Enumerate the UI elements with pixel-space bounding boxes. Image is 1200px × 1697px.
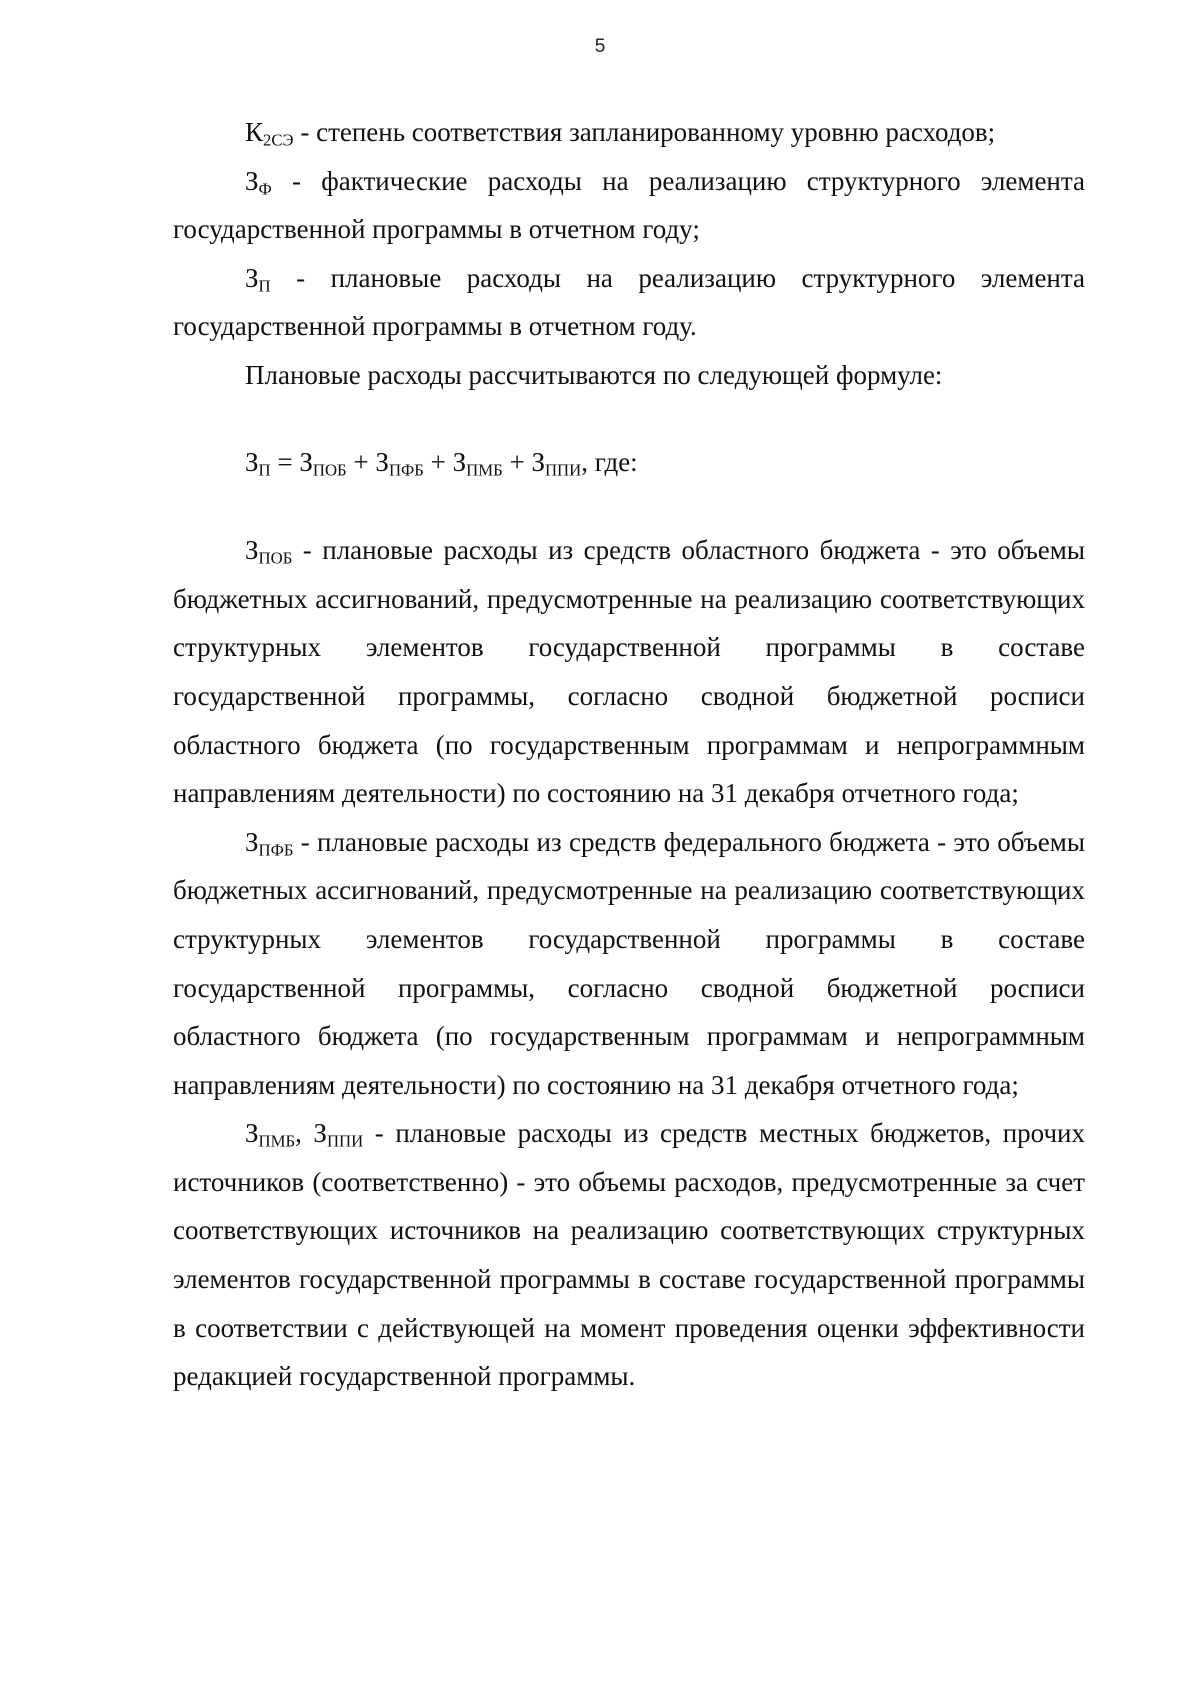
formula-term-4: З <box>531 446 545 477</box>
definition-zp <box>173 254 1085 351</box>
formula-plus: + <box>346 446 376 477</box>
page-number: 5 <box>594 36 606 57</box>
formula-equals: = <box>270 446 300 477</box>
symbol-subscript: ПФБ <box>258 840 294 860</box>
symbol-separator: , <box>295 1118 314 1149</box>
formula-tail: , где: <box>581 446 638 477</box>
symbol-subscript: ППИ <box>326 1131 364 1151</box>
formula-term-2: З <box>375 446 389 477</box>
symbol-subscript: 2СЭ <box>263 130 294 150</box>
definition-k2se <box>173 108 1085 157</box>
formula-term-2-subscript: ПФБ <box>388 460 424 480</box>
formula-intro: Плановые расходы рассчитываются по следующей формуле: <box>245 359 943 390</box>
formula-plus: + <box>502 446 532 477</box>
definition-text: - плановые расходы на реализацию структурного элемента государственной программы в отчетном году. <box>173 262 1085 342</box>
symbol-subscript: ПМБ <box>258 1131 296 1151</box>
formula-term-1: З <box>299 446 313 477</box>
definition-zf <box>173 157 1085 254</box>
symbol: К <box>245 117 264 147</box>
symbol-subscript: Ф <box>258 179 272 199</box>
formula-plus: + <box>423 446 453 477</box>
formula-term-3: З <box>452 446 467 477</box>
symbol-subscript: П <box>258 276 271 296</box>
definition-zpob <box>173 526 1085 818</box>
symbol: З <box>313 1118 327 1149</box>
formula <box>245 438 1085 487</box>
definition-zpfb <box>173 818 1085 1110</box>
definition-zpmb-zppi <box>173 1109 1085 1401</box>
definition-text: - плановые расходы из средств местных бюджетов, прочих источников (соответственно) - это объемы расходов, предусмотренные за счет соответствующих источников на реализацию соответствующих структурных элементов государственной программы в составе государственной программы в соответствии с действующей на момент проведения оценки эффективности редакцией государственной программы. <box>173 1118 1085 1392</box>
definition-text: - фактические расходы на реализацию структурного элемента государственной программы в отчетном году; <box>173 165 1085 245</box>
formula-term-1-subscript: ПОБ <box>312 460 347 480</box>
symbol: З <box>245 535 259 566</box>
symbol-subscript: ПОБ <box>258 548 293 568</box>
formula-term-4-subscript: ППИ <box>544 460 582 480</box>
definition-text: - степень соответствия запланированному уровню расходов; <box>293 117 996 147</box>
symbol: З <box>245 1118 259 1149</box>
definition-text: - плановые расходы из средств областного бюджета - это объемы бюджетных ассигнований, предусмотренные на реализацию соответствующих структурных элементов государственной программы в составе государственной программы, согласно сводной бюджетной росписи областного бюджета (по государственным программам и непрограммным направлениям деятельности) по состоянию на 31 декабря отчетного года; <box>173 535 1085 809</box>
symbol: З <box>245 262 259 293</box>
definition-text: - плановые расходы из средств федерального бюджета - это объемы бюджетных ассигнований, предусмотренные на реализацию соответствующих структурных элементов государственной программы в составе государственной программы, согласно сводной бюджетной росписи областного бюджета (по государственным программам и непрограммным направлениям деятельности) по состоянию на 31 декабря отчетного года; <box>173 826 1085 1100</box>
symbol: З <box>245 165 259 196</box>
document-body <box>173 108 1085 1401</box>
symbol: З <box>245 826 259 857</box>
formula-term-3-subscript: ПМБ <box>466 460 503 480</box>
formula-lhs-subscript: П <box>258 460 271 480</box>
formula-lhs: З <box>245 446 259 477</box>
